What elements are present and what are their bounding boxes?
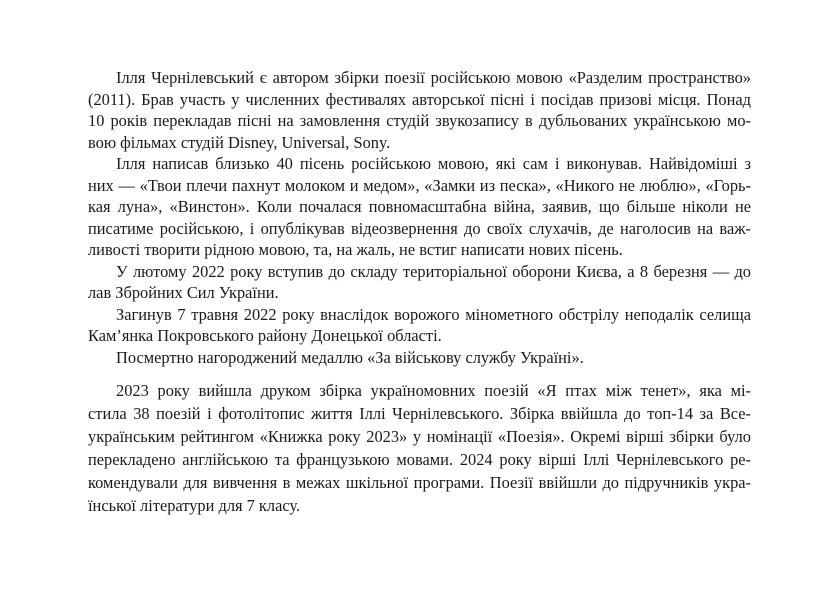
text-line: 2023 року вийшла друком збірка україномовних поезій «Я птах між тенет», яка мі- <box>116 381 751 400</box>
text-line: 10 років перекладав пісні на замовлення студій звукозапису в дубльованих українською мо- <box>88 111 751 130</box>
text-line: їнської літератури для 7 класу. <box>88 496 301 515</box>
paragraph <box>88 261 751 304</box>
document-body <box>88 67 751 517</box>
text-line: перекладено англійською та французькою мовами. 2024 року вірші Іллі Чернілевського ре- <box>88 450 751 469</box>
text-line: них — «Твои плечи пахнут молоком и медом», «Замки из песка», «Никого не люблю», «Горь- <box>88 175 751 195</box>
text-line: Ілля Чернілевський є автором збірки поезії російською мовою «Разделим пространство» <box>116 68 751 87</box>
text-line: лав Збройних Сил України. <box>88 283 279 302</box>
paragraph <box>88 67 751 153</box>
text-line: Посмертно нагороджений медаллю «За військову службу Україні». <box>116 347 584 367</box>
text-line: писатиме російською, і опублікував відеозвернення до своїх слухачів, де наголосив на важ- <box>88 218 751 238</box>
paragraph <box>88 379 751 517</box>
text-line: У лютому 2022 року вступив до складу територіальної оборони Києва, а 8 березня — до <box>116 261 751 281</box>
paragraph <box>88 153 751 261</box>
text-line: кая луна», «Винстон». Коли почалася повномасштабна війна, заявив, що більше ніколи не <box>88 197 751 216</box>
paragraph <box>88 347 751 369</box>
text-line: ливості творити рідною мовою, та, на жаль, не встиг написати нових пісень. <box>88 240 623 259</box>
paragraph-gap <box>88 368 751 379</box>
text-line: вою фільмах студій Disney, Universal, Sony. <box>88 132 391 152</box>
text-line: Кам’янка Покровського району Донецької області. <box>88 326 442 345</box>
text-line: стила 38 поезій і фотолітопис життя Іллі Чернілевського. Збірка ввійшла до топ-14 за Все- <box>88 404 751 423</box>
text-line: Загинув 7 травня 2022 року внаслідок ворожого мінометного обстрілу неподалік селища <box>116 304 751 324</box>
text-line: (2011). Брав участь у численних фестивалях авторської пісні і посідав призові місця. Понад <box>88 89 751 109</box>
text-line: комендували для вивчення в межах шкільної програми. Поезії ввійшли до підручників укра- <box>88 473 751 492</box>
text-line: Ілля написав близько 40 пісень російською мовою, які сам і виконував. Найвідоміші з <box>116 154 751 173</box>
paragraph <box>88 304 751 347</box>
text-line: українським рейтингом «Книжка року 2023» у номінації «Поезія». Окремі вірші збірки було <box>88 427 751 446</box>
